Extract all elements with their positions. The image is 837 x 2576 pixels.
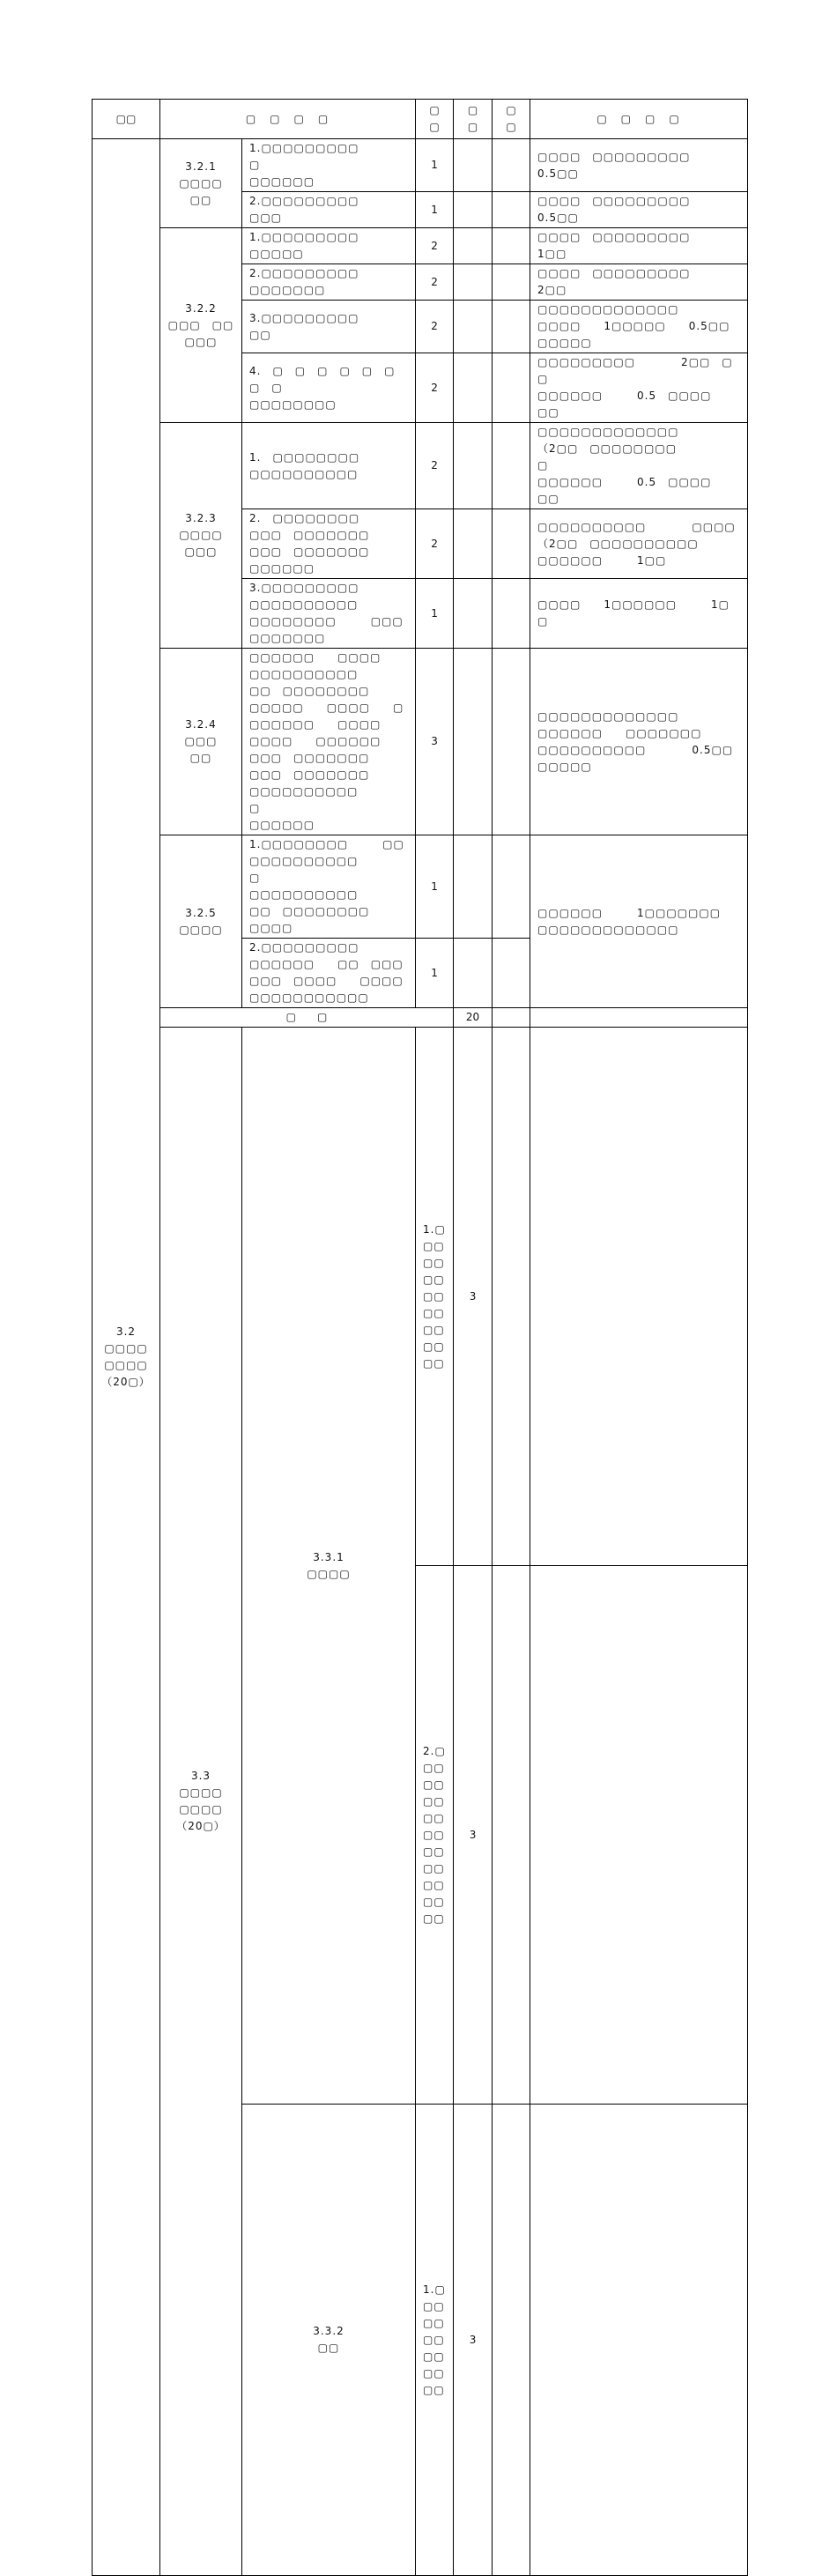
score-cell: 1 (416, 579, 454, 649)
header-check-score: ▢ ▢ (493, 100, 530, 139)
check-score-cell (493, 139, 530, 192)
content-cell: 4. ▢ ▢ ▢ ▢ ▢ ▢ ▢ ▢ ▢▢▢▢▢▢▢▢ (242, 353, 416, 423)
content-cell: 3.▢▢▢▢▢▢▢▢▢ ▢▢ (242, 301, 416, 353)
standard-cell: ▢▢▢▢▢▢▢▢▢ 2▢▢ ▢▢ ▢▢▢▢▢▢ 0.5 ▢▢▢▢ ▢▢ (530, 353, 748, 423)
item-id-cell: 3.2.3 ▢▢▢▢ ▢▢▢ (160, 423, 242, 649)
self-score-cell (454, 192, 493, 228)
header-standard: ▢ ▢ ▢ ▢ (530, 100, 748, 139)
check-score-cell (493, 649, 530, 835)
self-score-cell (454, 139, 493, 192)
score-cell: 2 (416, 301, 454, 353)
standard-cell: ▢▢▢▢ ▢▢▢▢▢▢▢▢▢ 2▢▢ (530, 264, 748, 301)
content-cell: ▢▢▢▢▢▢ ▢▢▢▢ ▢▢▢▢▢▢▢▢▢▢ ▢▢ ▢▢▢▢▢▢▢▢ ▢▢▢▢▢ ▢▢▢▢ ▢ ▢▢▢▢▢▢ ▢▢▢▢ ▢▢▢▢ ▢▢▢▢▢▢ ▢▢▢ ▢▢▢▢▢▢▢ ▢▢▢ ▢▢▢▢▢▢▢ ▢▢▢▢▢▢▢▢▢▢ ▢ ▢▢▢▢▢▢ (242, 649, 416, 835)
standard-cell: ▢▢▢▢▢▢▢▢▢▢▢▢▢ ▢▢▢▢▢▢ ▢▢▢▢▢▢▢ ▢▢▢▢▢▢▢▢▢▢ 0.5▢▢ ▢▢▢▢▢ (530, 649, 748, 835)
content-cell: 1.▢▢▢▢▢▢▢▢▢ ▢▢▢▢ (416, 2105, 454, 2576)
self-score-cell (454, 939, 493, 1008)
score-cell: 1 (416, 139, 454, 192)
standard-cell: ▢▢▢▢ ▢▢▢▢▢▢▢▢▢ 0.5▢▢ (530, 139, 748, 192)
content-cell: 2. ▢▢▢▢▢▢▢▢ ▢▢▢ ▢▢▢▢▢▢▢ ▢▢▢ ▢▢▢▢▢▢▢ ▢▢▢▢▢▢ (242, 509, 416, 579)
score-cell: 3 (454, 1566, 493, 2105)
standard-cell: ▢▢▢▢ 1▢▢▢▢▢▢ 1▢▢ (530, 579, 748, 649)
self-score-cell (454, 228, 493, 264)
content-cell: 1.▢▢▢▢▢▢▢▢▢ ▢▢▢▢▢ (242, 228, 416, 264)
item-id-cell: 3.2.4 ▢▢▢ ▢▢ (160, 649, 242, 835)
self-score-cell (493, 2105, 530, 2576)
self-score-cell (454, 649, 493, 835)
header-category: ▢▢ (93, 100, 160, 139)
content-cell: 2.▢▢▢▢▢▢▢▢▢ ▢▢▢▢▢▢▢ (242, 264, 416, 301)
item-id-cell: 3.2.2 ▢▢▢ ▢▢ ▢▢▢ (160, 228, 242, 423)
content-cell: 1.▢▢▢▢▢▢▢▢ ▢▢ ▢▢▢▢▢▢▢▢▢▢ ▢ ▢▢▢▢▢▢▢▢▢▢ ▢▢ ▢▢▢▢▢▢▢▢ ▢▢▢▢ (242, 835, 416, 939)
category-cell: 3.2 ▢▢▢▢ ▢▢▢▢ （20▢） (93, 139, 160, 2576)
score-cell: 3 (454, 1028, 493, 1566)
table-row (93, 649, 748, 835)
self-score-cell (454, 264, 493, 301)
content-cell: 1.▢▢▢▢▢▢▢▢▢ ▢ ▢▢▢▢▢▢ (242, 139, 416, 192)
self-score-cell (493, 1008, 530, 1028)
standard-cell: ▢▢▢▢ ▢▢▢▢▢▢▢▢▢ 1▢▢ (530, 228, 748, 264)
table-row (93, 139, 748, 192)
score-cell: 1 (416, 192, 454, 228)
category-cell: 3.3 ▢▢▢▢ ▢▢▢▢ （20▢） (160, 1028, 242, 2576)
score-cell: 2 (416, 264, 454, 301)
check-score-cell (493, 192, 530, 228)
score-cell: 3 (454, 2105, 493, 2576)
check-score-cell (493, 579, 530, 649)
self-score-cell (493, 1028, 530, 1566)
score-cell: 2 (416, 509, 454, 579)
check-score-cell (493, 509, 530, 579)
content-cell: 2.▢▢▢▢▢▢▢▢▢ ▢▢▢▢▢▢ ▢▢ ▢▢▢ ▢▢▢ ▢▢▢▢ ▢▢▢▢ ▢▢▢▢▢▢▢▢▢▢▢ (242, 939, 416, 1008)
check-score-cell (530, 1028, 748, 1566)
table-row (93, 1028, 748, 1566)
table-row (93, 228, 748, 264)
subtotal-score: 20 (454, 1008, 493, 1028)
score-cell: 2 (416, 423, 454, 509)
self-score-cell (454, 301, 493, 353)
standard-cell: ▢▢▢▢▢▢▢▢▢▢▢▢▢ ▢▢▢▢ 1▢▢▢▢▢ 0.5▢▢ ▢▢▢▢▢ (530, 301, 748, 353)
score-cell: 2 (416, 353, 454, 423)
header-row (93, 100, 748, 139)
table-row (93, 835, 748, 939)
item-id-cell: 3.3.2 ▢▢ (242, 2105, 416, 2576)
check-score-cell (493, 423, 530, 509)
self-score-cell (454, 579, 493, 649)
self-score-cell (454, 509, 493, 579)
header-self-score: ▢ ▢ (454, 100, 493, 139)
score-cell: 1 (416, 939, 454, 1008)
subtotal-label: ▢ ▢ (160, 1008, 454, 1028)
content-cell: 2.▢▢▢▢▢▢▢▢▢ ▢▢▢▢▢▢▢▢▢▢ ▢▢ (416, 1566, 454, 2105)
score-cell: 3 (416, 649, 454, 835)
item-id-cell: 3.2.5 ▢▢▢▢ (160, 835, 242, 1008)
check-score-cell (493, 939, 530, 1008)
header-score: ▢ ▢ (416, 100, 454, 139)
standard-cell: ▢▢▢▢▢▢▢▢▢▢▢▢▢ （2▢▢ ▢▢▢▢▢▢▢▢ ▢ ▢▢▢▢▢▢ 0.5 ▢▢▢▢ ▢▢ (530, 423, 748, 509)
subtotal-row (93, 1008, 748, 1028)
standard-cell: ▢▢▢▢▢▢▢▢▢▢ ▢▢▢▢ （2▢▢ ▢▢▢▢▢▢▢▢▢▢ ▢▢▢▢▢▢ 1▢▢ (530, 509, 748, 579)
check-score-cell (493, 264, 530, 301)
check-score-cell (493, 301, 530, 353)
item-id-cell: 3.2.1 ▢▢▢▢ ▢▢ (160, 139, 242, 228)
self-score-cell (493, 1566, 530, 2105)
check-score-cell (493, 228, 530, 264)
table-row (93, 423, 748, 509)
content-cell: 3.▢▢▢▢▢▢▢▢▢ ▢▢▢▢▢▢▢▢▢▢ ▢▢▢▢▢▢▢▢ ▢▢▢ ▢▢▢▢▢▢▢ (242, 579, 416, 649)
check-score-cell (530, 1566, 748, 2105)
standard-cell: ▢▢▢▢▢▢ 1▢▢▢▢▢▢▢ ▢▢▢▢▢▢▢▢▢▢▢▢▢ (530, 835, 748, 1008)
score-cell: 1 (416, 835, 454, 939)
item-id-cell: 3.3.1 ▢▢▢▢ (242, 1028, 416, 2105)
self-score-cell (454, 423, 493, 509)
evaluation-table (92, 99, 748, 2576)
header-content: ▢ ▢ ▢ ▢ (160, 100, 416, 139)
content-cell: 1.▢▢▢▢▢▢▢▢▢ ▢▢▢▢▢▢▢▢ (416, 1028, 454, 1566)
check-score-cell (493, 835, 530, 939)
standard-cell: ▢▢▢▢ ▢▢▢▢▢▢▢▢▢ 0.5▢▢ (530, 192, 748, 228)
self-score-cell (454, 835, 493, 939)
check-score-cell (493, 353, 530, 423)
check-score-cell (530, 2105, 748, 2576)
self-score-cell (454, 353, 493, 423)
content-cell: 1. ▢▢▢▢▢▢▢▢ ▢▢▢▢▢▢▢▢▢▢ (242, 423, 416, 509)
check-score-cell (530, 1008, 748, 1028)
content-cell: 2.▢▢▢▢▢▢▢▢▢ ▢▢▢ (242, 192, 416, 228)
score-cell: 2 (416, 228, 454, 264)
